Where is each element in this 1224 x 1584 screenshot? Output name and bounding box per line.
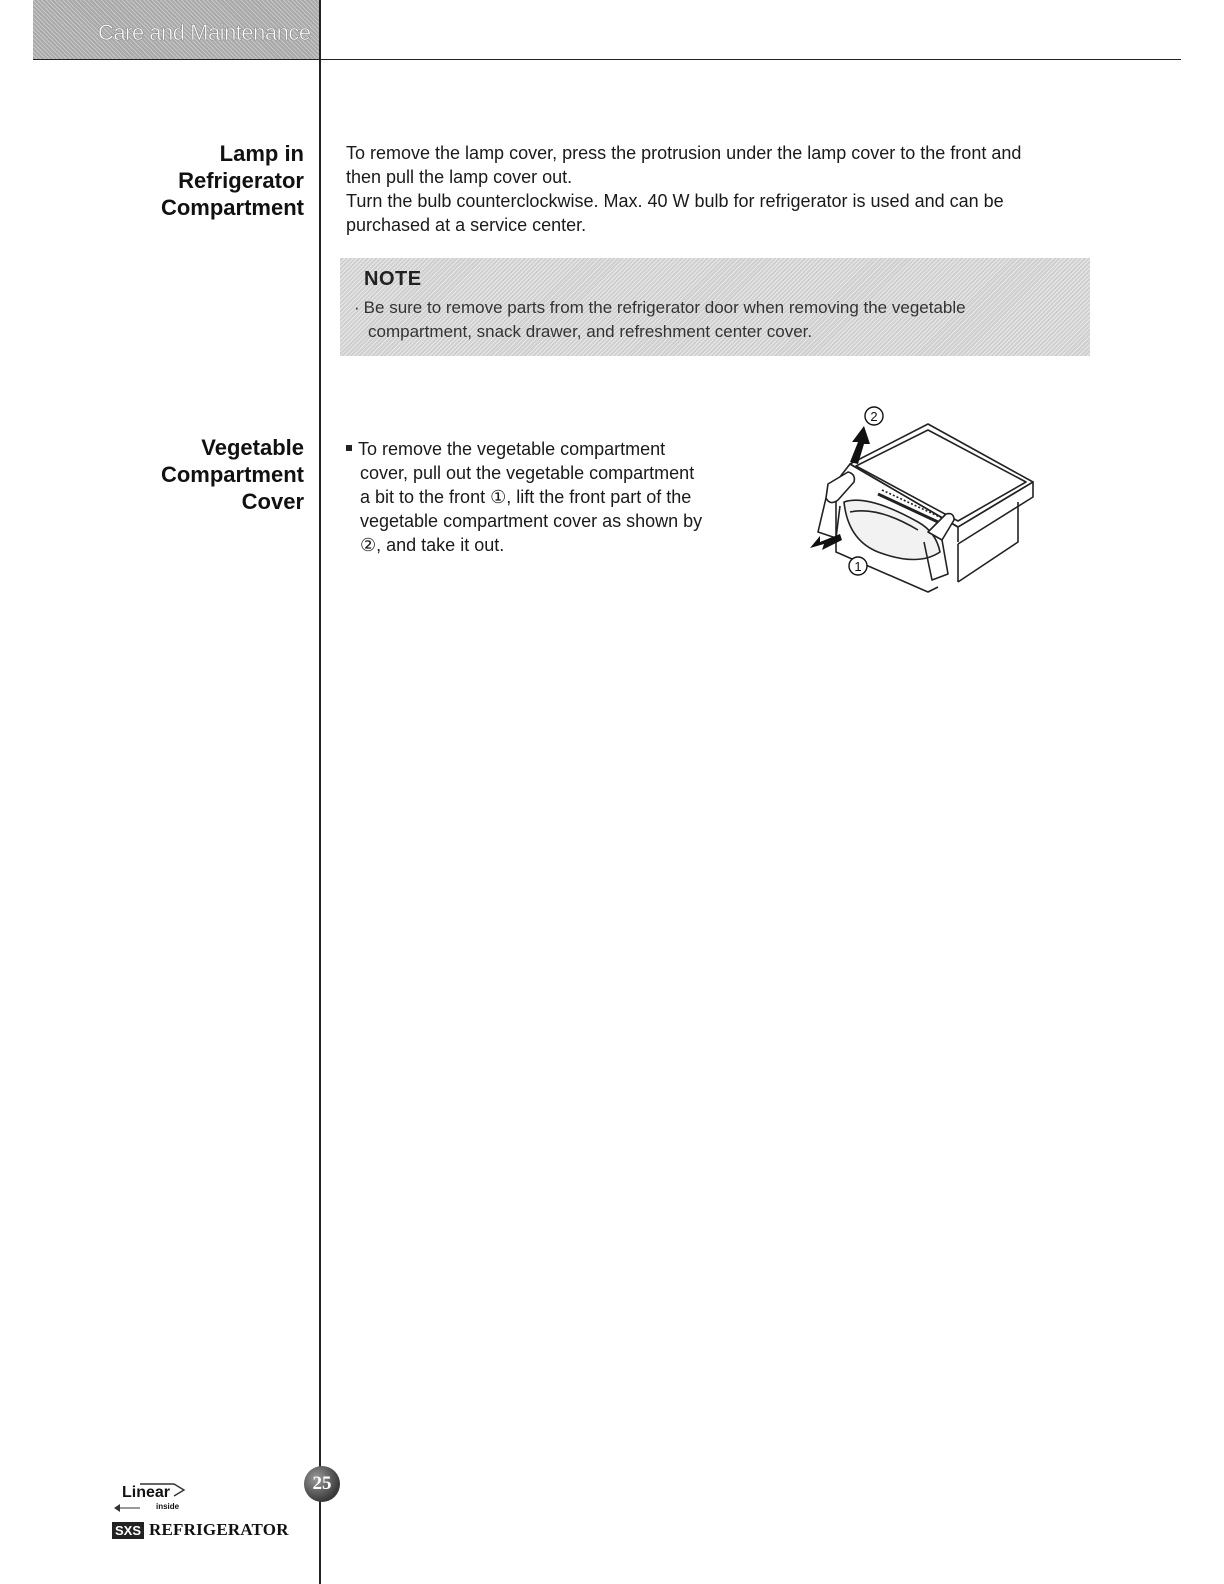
arrow-pull-icon	[810, 534, 842, 550]
paragraph-line: Turn the bulb counterclockwise. Max. 40 W bulb for refrigerator is used and can be	[346, 191, 1004, 211]
vegetable-instructions	[346, 437, 741, 557]
note-box	[340, 258, 1090, 356]
bullet-square-icon	[346, 445, 352, 451]
note-line: compartment, snack drawer, and refreshment center cover.	[368, 322, 813, 341]
heading-line: Refrigerator	[178, 168, 304, 193]
page-section-title: Care and Maintenance	[98, 20, 311, 45]
lamp-instructions	[346, 141, 1086, 237]
header-divider	[33, 59, 1181, 60]
instruction-text: To remove the vegetable compartment	[358, 439, 666, 459]
instruction-line: cover, pull out the vegetable compartment	[360, 463, 695, 483]
brand-linear-text: Linear	[122, 1484, 171, 1501]
heading-line: Lamp in	[219, 141, 304, 166]
note-text	[354, 296, 1054, 344]
page-number-badge	[304, 1466, 340, 1502]
svg-text:2: 2	[870, 409, 878, 424]
column-divider	[319, 0, 321, 1584]
heading-line: Vegetable	[201, 435, 304, 460]
brand-product-line	[112, 1520, 289, 1540]
section-heading-lamp	[161, 140, 304, 221]
svg-text:1: 1	[854, 559, 862, 574]
instruction-line	[346, 437, 741, 461]
heading-line: Compartment	[160, 195, 304, 220]
paragraph-line: purchased at a service center.	[346, 215, 587, 235]
note-bullet: ·	[354, 298, 360, 317]
heading-line: Cover	[241, 489, 304, 514]
heading-line: Compartment	[160, 462, 304, 487]
page-number: 25	[312, 1473, 332, 1494]
note-line: Be sure to remove parts from the refrigerator door when removing the vegetable	[363, 298, 966, 317]
section-heading-vegetable	[161, 434, 304, 515]
vegetable-drawer-illustration	[808, 402, 1043, 594]
instruction-line: vegetable compartment cover as shown by	[360, 511, 703, 531]
paragraph-line: To remove the lamp cover, press the protrusion under the lamp cover to the front and	[346, 143, 1022, 163]
instruction-line: ②, and take it out.	[360, 535, 505, 555]
paragraph-line: then pull the lamp cover out.	[346, 167, 573, 187]
brand-inside-text: inside	[156, 1502, 180, 1511]
instruction-line: a bit to the front ①, lift the front part of the	[360, 487, 692, 507]
sxs-badge: SXS	[112, 1522, 144, 1539]
note-title: NOTE	[364, 268, 422, 290]
brand-product-name: REFRIGERATOR	[149, 1520, 289, 1539]
